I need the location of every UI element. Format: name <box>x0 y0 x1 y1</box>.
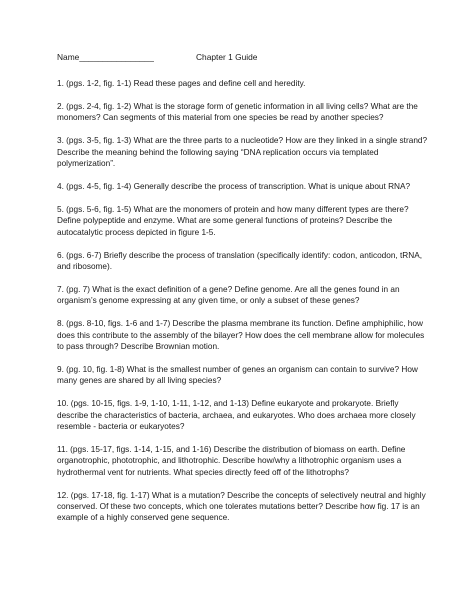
question-8: 8. (pgs. 8-10, figs. 1-6 and 1-7) Describe the plasma membrane its function. Define amphiphilic, how does this contribute to the assembly of the bilayer? How does the cell membrane allow for molecules to pass through? Describe Brownian motion. <box>57 319 425 351</box>
question-12: 12. (pgs. 17-18, fig. 1-17) What is a mutation? Describe the concepts of selectively neutral and highly conserved. Of these two concepts, which one tolerates mutations better? Describe how fig. 17 is an example of a highly conserved gene sequence. <box>57 490 426 523</box>
question-1: 1. (pgs. 1-2, fig. 1-1) Read these pages and define cell and heredity. <box>57 79 306 88</box>
question-7: 7. (pg. 7) What is the exact definition of a gene? Define genome. Are all the genes found in an organism’s genome expressing at any given time, or only a subset of these genes? <box>57 284 400 306</box>
question-9: 9. (pg. 10, fig. 1-8) What is the smallest number of genes an organism can contain to survive? How many genes are shared by all living species? <box>57 364 418 386</box>
question-4: 4. (pgs. 4-5, fig. 1-4) Generally describe the process of transcription. What is unique about RNA? <box>57 181 411 191</box>
header <box>57 52 428 64</box>
question-2: 2. (pgs. 2-4, fig. 1-2) What is the storage form of genetic information in all living cells? What are the monomers? Can segments of this material from one species be read by another species? <box>57 101 418 123</box>
question-3: 3. (pgs. 3-5, fig. 1-3) What are the three parts to a nucleotide? How are they linked in a single strand? Describe the meaning behind the following saying “DNA replication occurs via templated polymerization”. <box>57 136 428 169</box>
question-6: 6. (pgs. 6-7) Briefly describe the process of translation (specifically identify: codon, anticodon, tRNA, and ribosome). <box>57 250 423 271</box>
question-10: 10. (pgs. 10-15, figs. 1-9, 1-10, 1-11, 1-12, and 1-13) Define eukaryote and prokaryote. Briefly describe the characteristics of bacteria, archaea, and eukaryotes. Who does archaea more closely resemble - bacteria or eukaryotes? <box>57 399 416 432</box>
question-5: 5. (pgs. 5-6, fig. 1-5) What are the monomers of protein and how many different types are there? Define polypeptide and enzyme. What are some general functions of proteins? Describe the autocatalytic process depicted in figure 1-5. <box>57 204 409 237</box>
name-field: Name________________ <box>57 52 154 62</box>
page-title: Chapter 1 Guide <box>196 52 258 62</box>
question-11: 11. (pgs. 15-17, figs. 1-14, 1-15, and 1-16) Describe the distribution of biomass on earth. Define organotrophic, phototrophic, and lithotrophic. Describe how/why a lithotrophic organism uses a hydrothermal vent for nutrients. What species directly feed off of the lithotrophs? <box>57 444 406 477</box>
